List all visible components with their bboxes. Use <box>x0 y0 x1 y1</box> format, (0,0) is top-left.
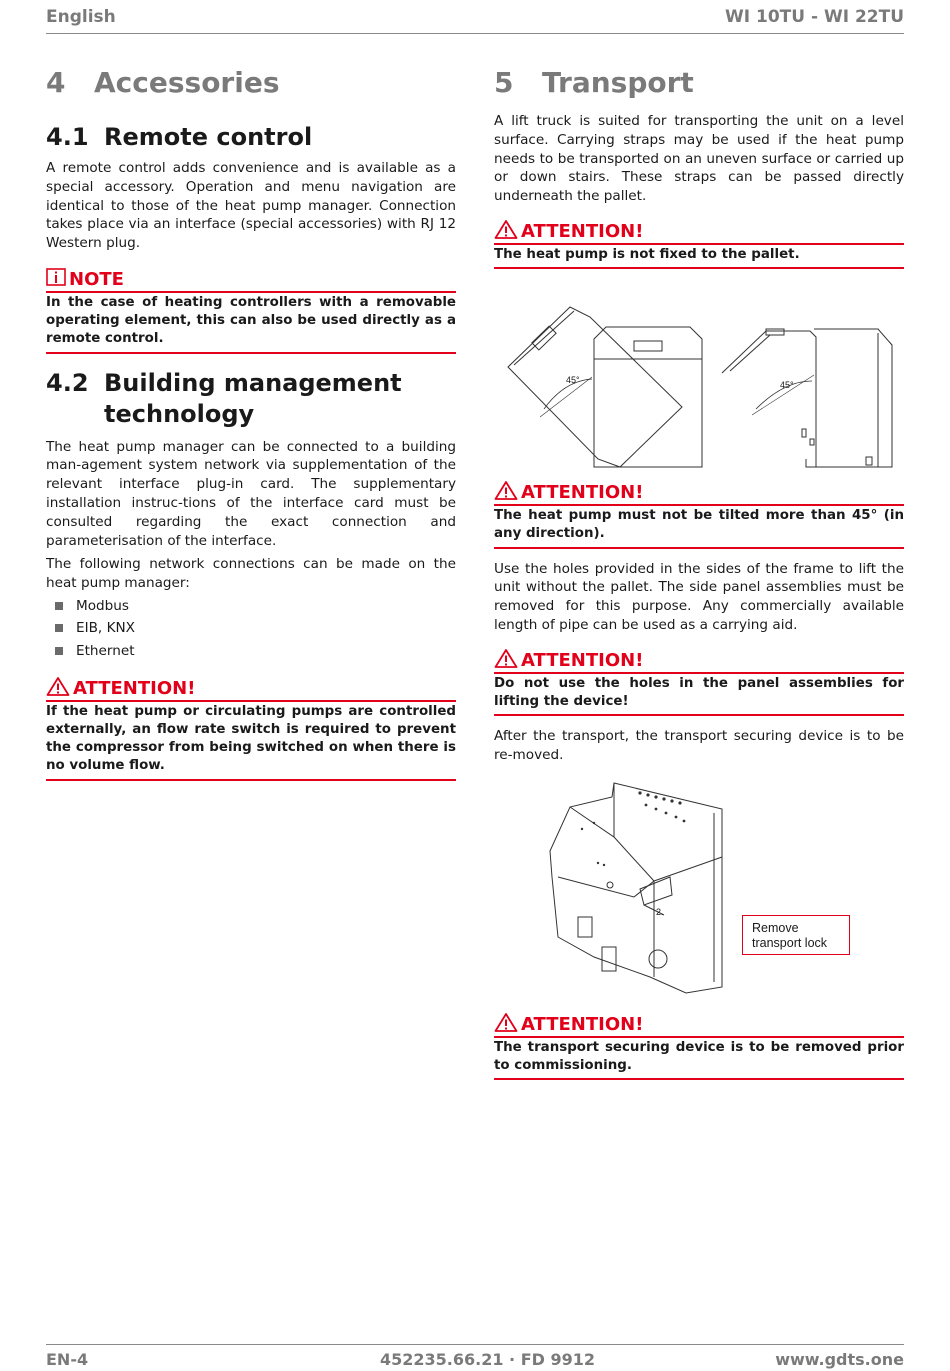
attention-title-bar <box>494 220 904 245</box>
after-transport-text: After the transport, the transport securing device is to be re-moved. <box>494 728 904 763</box>
attention-title: ATTENTION! <box>73 677 196 699</box>
list-item: Ethernet <box>46 640 456 662</box>
attention-text: The heat pump must not be tilted more than 45° (in any direction). <box>494 508 904 542</box>
warning-triangle-icon <box>494 648 521 673</box>
note-title: NOTE <box>69 268 124 290</box>
attention-box-commissioning <box>494 1013 904 1080</box>
left-column <box>46 66 456 781</box>
chapter-heading-transport <box>494 66 904 112</box>
warning-triangle-icon <box>46 676 73 701</box>
page-header <box>46 5 904 34</box>
attention-box-tilt <box>494 481 904 548</box>
attention-text: The heat pump is not fixed to the pallet. <box>494 246 800 262</box>
section-heading-remote-control <box>46 122 456 153</box>
building-management-text: The heat pump manager can be connected to a building man-agement system network via supplementation of the relevant interface plug-in card. The supplementary installation instruc-tions of the interface card must be consulted regarding the exact connection and parameterisation of the interface. <box>46 438 456 549</box>
header-language: English <box>46 7 116 27</box>
remote-control-text: A remote control adds convenience and is available as a special accessory. Operation and menu navigation are identical to those of the heat pump manager. Connection takes place via an interface (special accessories) with RJ 12 Western plug. <box>46 160 456 252</box>
right-column <box>494 66 904 1080</box>
bullet-square-icon <box>55 647 63 655</box>
chapter-heading-accessories <box>46 66 456 112</box>
attention-box-panel-holes <box>494 649 904 716</box>
attention-title-bar <box>494 481 904 506</box>
note-box <box>46 268 456 354</box>
attention-text: Do not use the holes in the panel assemblies for lifting the device! <box>494 675 904 709</box>
transport-lock-illustration <box>494 777 904 997</box>
transport-intro-text: A lift truck is suited for transporting the unit on a level surface. Carrying straps may be used if the heat pump needs to be transported on an uneven surface or carried up or down stairs. These straps can be passed directly underneath the pallet. <box>494 113 904 205</box>
footer-url: www.gdts.one <box>775 1350 904 1369</box>
attention-box-flow-switch <box>46 677 456 781</box>
warning-triangle-icon <box>494 1012 521 1037</box>
attention-title-bar <box>494 649 904 674</box>
network-list <box>46 595 456 662</box>
page-footer <box>46 1344 904 1371</box>
bullet-square-icon <box>55 624 63 632</box>
note-text: In the case of heating controllers with a removable operating element, this can also be used directly as a remote control. <box>46 294 456 347</box>
tilt-limit-figure <box>494 289 904 469</box>
transport-lock-figure <box>494 777 904 997</box>
chapter-title: Accessories <box>94 66 280 99</box>
note-title-bar <box>46 268 456 293</box>
attention-text: If the heat pump or circulating pumps are controlled externally, an flow rate switch is required to prevent the compressor from being switched on when there is no volume flow. <box>46 703 456 774</box>
section-title: Remote control <box>104 123 313 151</box>
attention-title-bar <box>494 1013 904 1038</box>
attention-text: The transport securing device is to be removed prior to commissioning. <box>494 1039 904 1073</box>
lifting-holes-text: Use the holes provided in the sides of the frame to lift the unit without the pallet. The side panel assemblies must be removed for this purpose. Any commercially available length of pipe can be used as a carrying aid. <box>494 560 904 633</box>
attention-box-pallet <box>494 220 904 269</box>
attention-title: ATTENTION! <box>521 220 644 242</box>
footer-document-number: 452235.66.21 · FD 9912 <box>380 1350 596 1369</box>
step-label: 2. <box>656 906 664 917</box>
header-model: WI 10TU - WI 22TU <box>725 7 904 27</box>
chapter-number: 5 <box>494 66 514 99</box>
network-connections-text: The following network connections can be made on the heat pump manager: <box>46 556 456 592</box>
warning-triangle-icon <box>494 219 521 244</box>
section-number: 4.1 <box>46 123 89 151</box>
chapter-title: Transport <box>542 66 694 99</box>
warning-triangle-icon <box>494 480 521 505</box>
callout-line-1: Remove <box>752 920 799 935</box>
list-item: EIB, KNX <box>46 617 456 639</box>
attention-title-bar <box>46 677 456 702</box>
list-item: Modbus <box>46 595 456 617</box>
tilt-angle-label-left: 45° <box>566 375 580 386</box>
attention-title: ATTENTION! <box>521 482 644 504</box>
attention-title: ATTENTION! <box>521 649 644 671</box>
callout-line-2: transport lock <box>752 935 828 950</box>
footer-page-number: EN-4 <box>46 1350 89 1369</box>
transport-lock-callout <box>742 915 850 955</box>
section-heading-building-management <box>46 368 456 430</box>
section-number: 4.2 <box>46 368 89 397</box>
tilt-illustration <box>494 289 904 469</box>
chapter-number: 4 <box>46 66 66 99</box>
section-title: Building management technology <box>104 368 402 428</box>
attention-title: ATTENTION! <box>521 1013 644 1035</box>
info-icon <box>46 268 69 291</box>
bullet-square-icon <box>55 602 63 610</box>
tilt-angle-label-right: 45° <box>780 380 794 391</box>
